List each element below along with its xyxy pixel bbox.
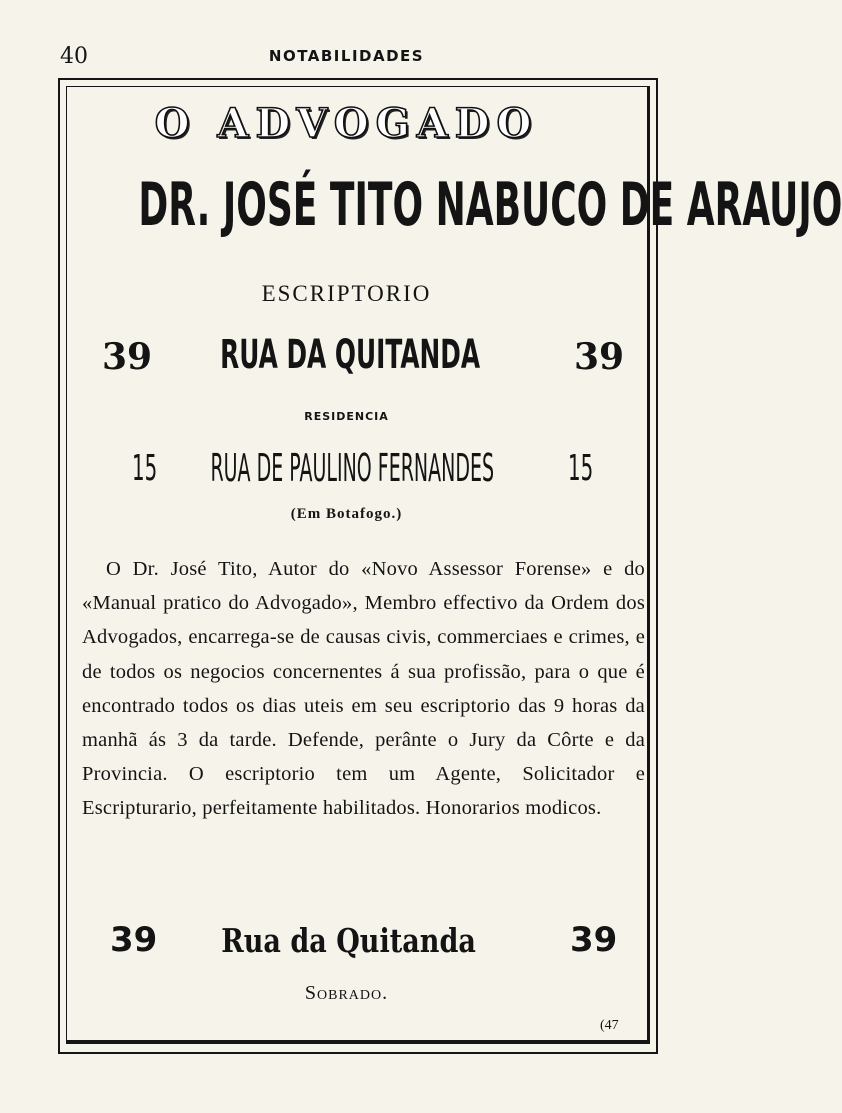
lawyer-name: DR. JOSÉ TITO NABUCO DE ARAUJO bbox=[138, 170, 842, 240]
footer-number-left: 39 bbox=[110, 920, 158, 960]
plate-number: (47 bbox=[600, 1018, 619, 1033]
office-number-right: 39 bbox=[574, 336, 625, 378]
footer-number-right: 39 bbox=[570, 920, 618, 960]
residence-street: RUA DE PAULINO FERNANDES bbox=[210, 446, 495, 490]
office-number-left: 39 bbox=[102, 336, 153, 378]
office-label: ESCRIPTORIO bbox=[261, 281, 432, 306]
ad-body-text: O Dr. José Tito, Autor do «Novo Assessor Forense» e do «Manual pratico do Advogado», Membro effectivo da Ordem dos Advogados, encarrega-se de causas civis, commerciaes e crimes, e de todos os negocios concernentes á sua profissão, para o que é encontrado todos os dias uteis em seu escriptorio das 9 horas da manhã ás 3 da tarde. Defende, perânte o Jury da Côrte e da Provincia. O escriptorio tem um Agente, Solicitador e Escripturario, perfeitamente habilitados. Honorarios modicos. bbox=[82, 558, 645, 820]
office-street: RUA DA QUITANDA bbox=[220, 332, 481, 378]
page-number: 40 bbox=[60, 44, 88, 69]
footer-street: Rua da Quitanda bbox=[221, 921, 476, 960]
ad-title: O ADVOGADO bbox=[154, 100, 539, 147]
residence-label: RESIDENCIA bbox=[304, 410, 389, 423]
residence-number-right: 15 bbox=[568, 448, 594, 489]
floor-note: Sobrado. bbox=[304, 982, 389, 1004]
residence-number-left: 15 bbox=[132, 448, 158, 489]
running-title: NOTABILIDADES bbox=[268, 47, 425, 65]
district-note: (Em Botafogo.) bbox=[290, 506, 403, 522]
